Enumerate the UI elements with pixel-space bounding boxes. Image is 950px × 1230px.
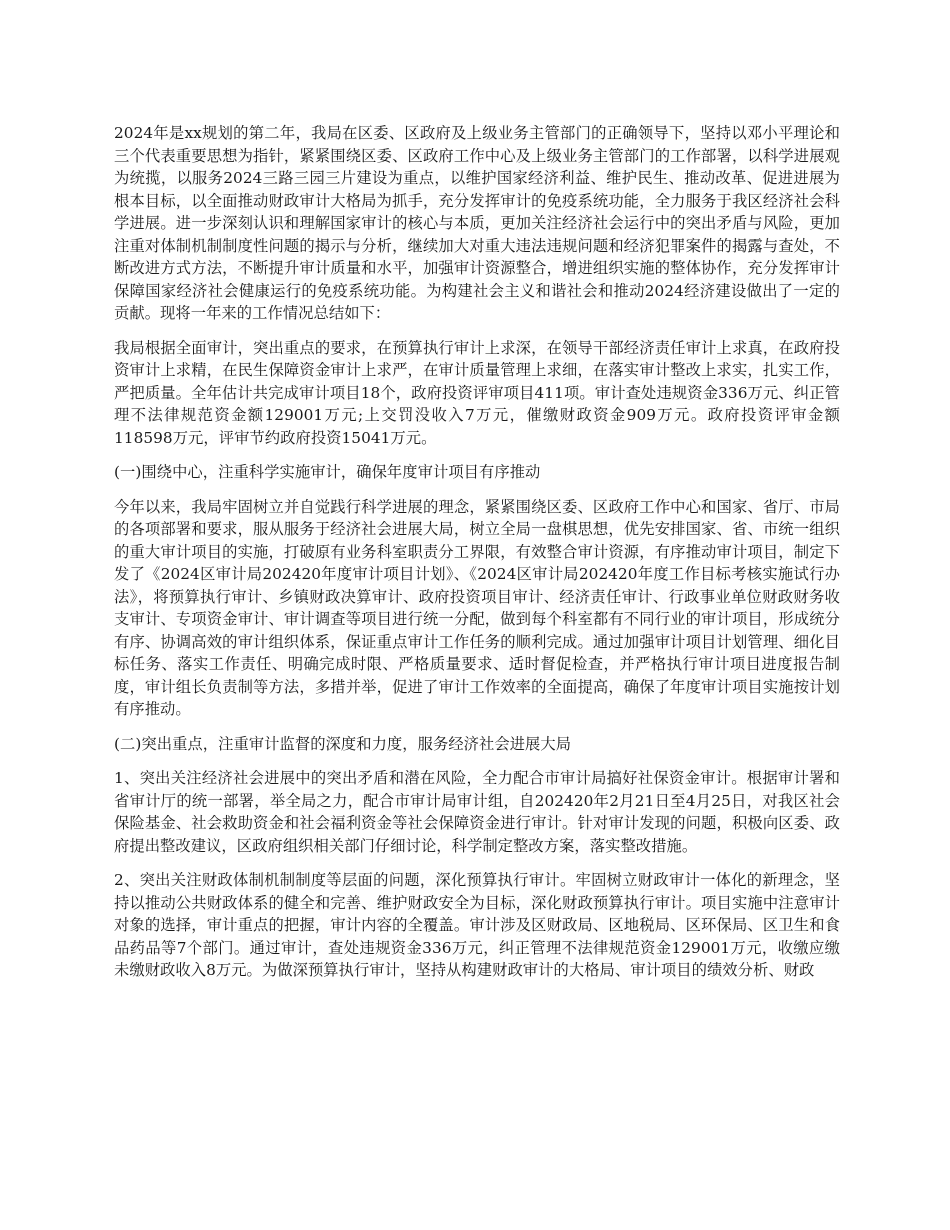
section-1-paragraph: 今年以来，我局牢固树立并自觉践行科学进展的理念，紧紧围绕区委、区政府工作中心和国家、省厅、市局的各项部署和要求，服从服务于经济社会进展大局，树立全局一盘棋思想，优先安排国家、省、市统一组织的重大审计项目的实施，打破原有业务科室职责分工界限，有效整合审计资源，有序推动审计项目，制定下发了《2024区审计局202420年度审计项目计划》、《2024区审计局202420年度工作目标考核实施试行办法》，将预算执行审计、乡镇财政决算审计、政府投资项目审计、经济责任审计、行政事业单位财政财务收支审计、专项资金审计、审计调查等项目进行统一分配，做到每个科室都有不同行业的审计项目，形成统分有序、协调高效的审计组织体系，保证重点审计工作任务的顺利完成。通过加强审计项目计划管理、细化目标任务、落实工作责任、明确完成时限、严格质量要求、适时督促检查，并严格执行审计项目进度报告制度，审计组长负责制等方法，多措并举，促进了审计工作效率的全面提高，确保了年度审计项目实施按计划有序推动。 xyxy=(114,497,840,718)
section-heading-2: (二)突出重点，注重审计监督的深度和力度，服务经济社会进展大局 xyxy=(114,734,572,753)
summary-paragraph: 我局根据全面审计，突出重点的要求，在预算执行审计上求深，在领导干部经济责任审计上求真，在政府投资审计上求精，在民生保障资金审计上求严，在审计质量管理上求细，在落实审计整改上求实，扎实工作，严把质量。全年估计共完成审计项目18个，政府投资评审项目411项。审计查处违规资金336万元、纠正管理不法律规范资金额129001万元;上交罚没收入7万元，催缴财政资金909万元。政府投资评审金额118598万元，评审节约政府投资15041万元。 xyxy=(114,338,840,447)
section-heading-1: (一)围绕中心，注重科学实施审计，确保年度审计项目有序推动 xyxy=(114,463,541,481)
section-2-item-1: 1、突出关注经济社会进展中的突出矛盾和潜在风险，全力配合市审计局搞好社保资金审计。根据审计署和省审计厅的统一部署，举全局之力，配合市审计局审计组，自202420年2月21日至4月25日，对我区社会保险基金、社会救助资金和社会福利资金等社会保障资金进行审计。针对审计发现的问题，积极向区委、政府提出整改建议，区政府组织相关部门仔细讨论，科学制定整改方案，落实整改措施。 xyxy=(114,769,840,855)
document-body xyxy=(114,122,840,994)
intro-paragraph: 2024年是xx规划的第二年，我局在区委、区政府及上级业务主管部门的正确领导下，坚持以邓小平理论和三个代表重要思想为指针，紧紧围绕区委、区政府工作中心及上级业务主管部门的工作部署，以科学进展观为统揽，以服务2024三路三园三片建设为重点，以维护国家经济利益、维护民生、推动改革、促进进展为根本目标，以全面推动财政审计大格局为抓手，充分发挥审计的免疫系统功能，全力服务于我区经济社会科学进展。进一步深刻认识和理解国家审计的核心与本质，更加关注经济社会运行中的突出矛盾与风险，更加注重对体制机制制度性问题的揭示与分析，继续加大对重大违法违规问题和经济犯罪案件的揭露与查处，不断改进方式方法，不断提升审计质量和水平，加强审计资源整合，增进组织实施的整体协作，充分发挥审计保障国家经济社会健康运行的免疫系统功能。为构建社会主义和谐社会和推动2024经济建设做出了一定的贡献。现将一年来的工作情况总结如下： xyxy=(114,124,840,322)
section-2-item-2: 2、突出关注财政体制机制制度等层面的问题，深化预算执行审计。牢固树立财政审计一体化的新理念，坚持以推动公共财政体系的健全和完善、维护财政安全为目标，深化财政预算执行审计。项目实施中注意审计对象的选择，审计重点的把握，审计内容的全覆盖。审计涉及区财政局、区地税局、区环保局、区卫生和食品药品等7个部门。通过审计，查处违规资金336万元，纠正管理不法律规范资金129001万元，收缴应缴未缴财政收入8万元。为做深预算执行审计，坚持从构建财政审计的大格局、审计项目的绩效分析、财政 xyxy=(114,871,840,979)
